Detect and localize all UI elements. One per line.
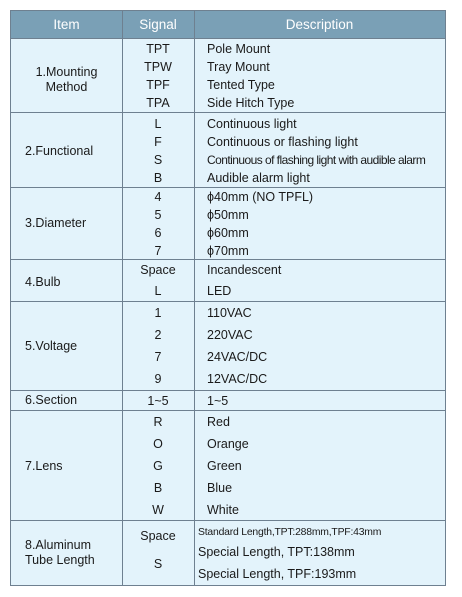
signal-cell: R — [153, 415, 163, 429]
table-row — [11, 242, 445, 260]
table-row — [11, 224, 445, 242]
group-item-label: 5.Voltage — [25, 338, 78, 353]
table-row — [11, 368, 445, 390]
description-cell: Blue — [207, 481, 233, 495]
description-cell: White — [207, 503, 239, 517]
signal-cell: S — [153, 557, 163, 571]
signal-cell: TPA — [146, 96, 170, 110]
description-cell: 12VAC/DC — [207, 372, 268, 386]
header-item: Item — [53, 17, 80, 32]
table-row — [11, 40, 445, 58]
description-cell: Special Length, TPF:193mm — [198, 567, 357, 581]
signal-cell: TPT — [146, 42, 170, 56]
group-item-label: 3.Diameter — [25, 216, 87, 230]
description-cell: ϕ40mm (NO TPFL) — [207, 190, 314, 204]
item-label-line: Method — [45, 80, 88, 94]
table-row — [11, 302, 445, 324]
table-row — [11, 169, 445, 187]
table-row — [11, 563, 445, 585]
description-cell: 110VAC — [207, 306, 252, 320]
signal-cell: Space — [140, 529, 176, 543]
signal-cell: 5 — [154, 208, 162, 222]
signal-cell: B — [153, 171, 163, 185]
signal-cell: F — [154, 135, 162, 149]
signal-cell: TPW — [144, 60, 172, 74]
signal-cell: O — [153, 437, 163, 451]
table-row — [11, 188, 445, 206]
signal-cell: L — [154, 284, 162, 298]
table-row — [11, 115, 445, 133]
table-row — [11, 94, 445, 112]
description-cell: ϕ60mm — [207, 226, 249, 240]
signal-cell: 6 — [154, 226, 162, 240]
description-cell: Tray Mount — [207, 60, 270, 74]
table-row — [11, 455, 445, 477]
description-cell: Red — [207, 415, 230, 429]
description-cell: Side Hitch Type — [207, 96, 295, 110]
item-label-line: 8.Aluminum — [25, 538, 91, 552]
signal-cell: 7 — [154, 244, 162, 258]
signal-cell: 1 — [154, 306, 162, 320]
description-cell: 220VAC — [207, 328, 253, 342]
spec-table — [10, 10, 446, 586]
header-description: Description — [285, 17, 354, 32]
table-row — [11, 391, 445, 410]
item-label-line: 1.Mounting — [35, 65, 98, 79]
description-cell: Continuous light — [207, 117, 297, 131]
signal-cell: Space — [140, 263, 176, 277]
description-cell: Continuous or flashing light — [207, 135, 358, 149]
table-row — [11, 133, 445, 151]
table-row — [11, 58, 445, 76]
signal-cell: 4 — [154, 190, 162, 204]
table-row — [11, 206, 445, 224]
description-cell: ϕ50mm — [207, 208, 249, 222]
group-mounting-method — [11, 39, 445, 121]
description-cell: Special Length, TPT:138mm — [198, 545, 355, 559]
table-row — [11, 260, 445, 280]
description-cell: Audible alarm light — [207, 171, 310, 185]
table-row — [11, 521, 445, 543]
table-row — [11, 477, 445, 499]
group-lens — [11, 411, 445, 521]
table-row — [11, 76, 445, 94]
group-item-label: 7.Lens — [25, 458, 63, 473]
group-item-label: 4.Bulb — [25, 275, 61, 289]
description-cell: 1~5 — [207, 393, 229, 408]
table-header — [11, 11, 445, 38]
table-row — [11, 433, 445, 455]
description-cell: Pole Mount — [207, 42, 271, 56]
group-diameter — [11, 188, 445, 259]
header-divider — [11, 38, 445, 39]
description-cell: LED — [207, 284, 232, 298]
table-row — [11, 541, 445, 563]
table-row — [11, 499, 445, 521]
description-cell: Orange — [207, 437, 249, 451]
item-label-line: Tube Length — [25, 553, 95, 567]
description-cell: Incandescent — [207, 263, 282, 277]
group-item-label: 6.Section — [25, 393, 78, 407]
signal-cell: 2 — [154, 328, 162, 342]
table-row — [11, 346, 445, 368]
description-cell: 24VAC/DC — [207, 350, 268, 364]
signal-cell: G — [153, 459, 163, 473]
table-row — [11, 281, 445, 301]
description-cell: Tented Type — [207, 78, 275, 92]
table-row — [11, 324, 445, 346]
signal-cell: W — [152, 503, 164, 517]
header-signal: Signal — [139, 17, 177, 32]
signal-cell: B — [153, 481, 163, 495]
group-item-label: 2.Functional — [25, 144, 94, 158]
description-cell: Standard Length,TPT:288mm,TPF:43mm — [198, 526, 382, 538]
group-aluminum-tube-length — [11, 521, 445, 585]
signal-cell: 9 — [154, 372, 162, 386]
signal-cell: 7 — [154, 350, 162, 364]
signal-cell: TPF — [146, 78, 170, 92]
group-functional — [11, 113, 445, 190]
group-voltage — [11, 302, 445, 390]
column-divider — [122, 11, 123, 585]
table-row — [11, 151, 445, 169]
signal-cell: L — [154, 117, 162, 131]
description-cell: ϕ70mm — [207, 244, 249, 258]
group-bulb — [11, 260, 445, 305]
signal-cell: S — [153, 153, 163, 167]
table-row — [11, 411, 445, 433]
description-cell: Continuous of flashing light with audible alarm — [207, 153, 426, 167]
group-section — [11, 391, 445, 410]
description-cell: Green — [207, 459, 242, 473]
signal-cell: 1~5 — [147, 393, 169, 408]
column-divider — [194, 11, 195, 585]
